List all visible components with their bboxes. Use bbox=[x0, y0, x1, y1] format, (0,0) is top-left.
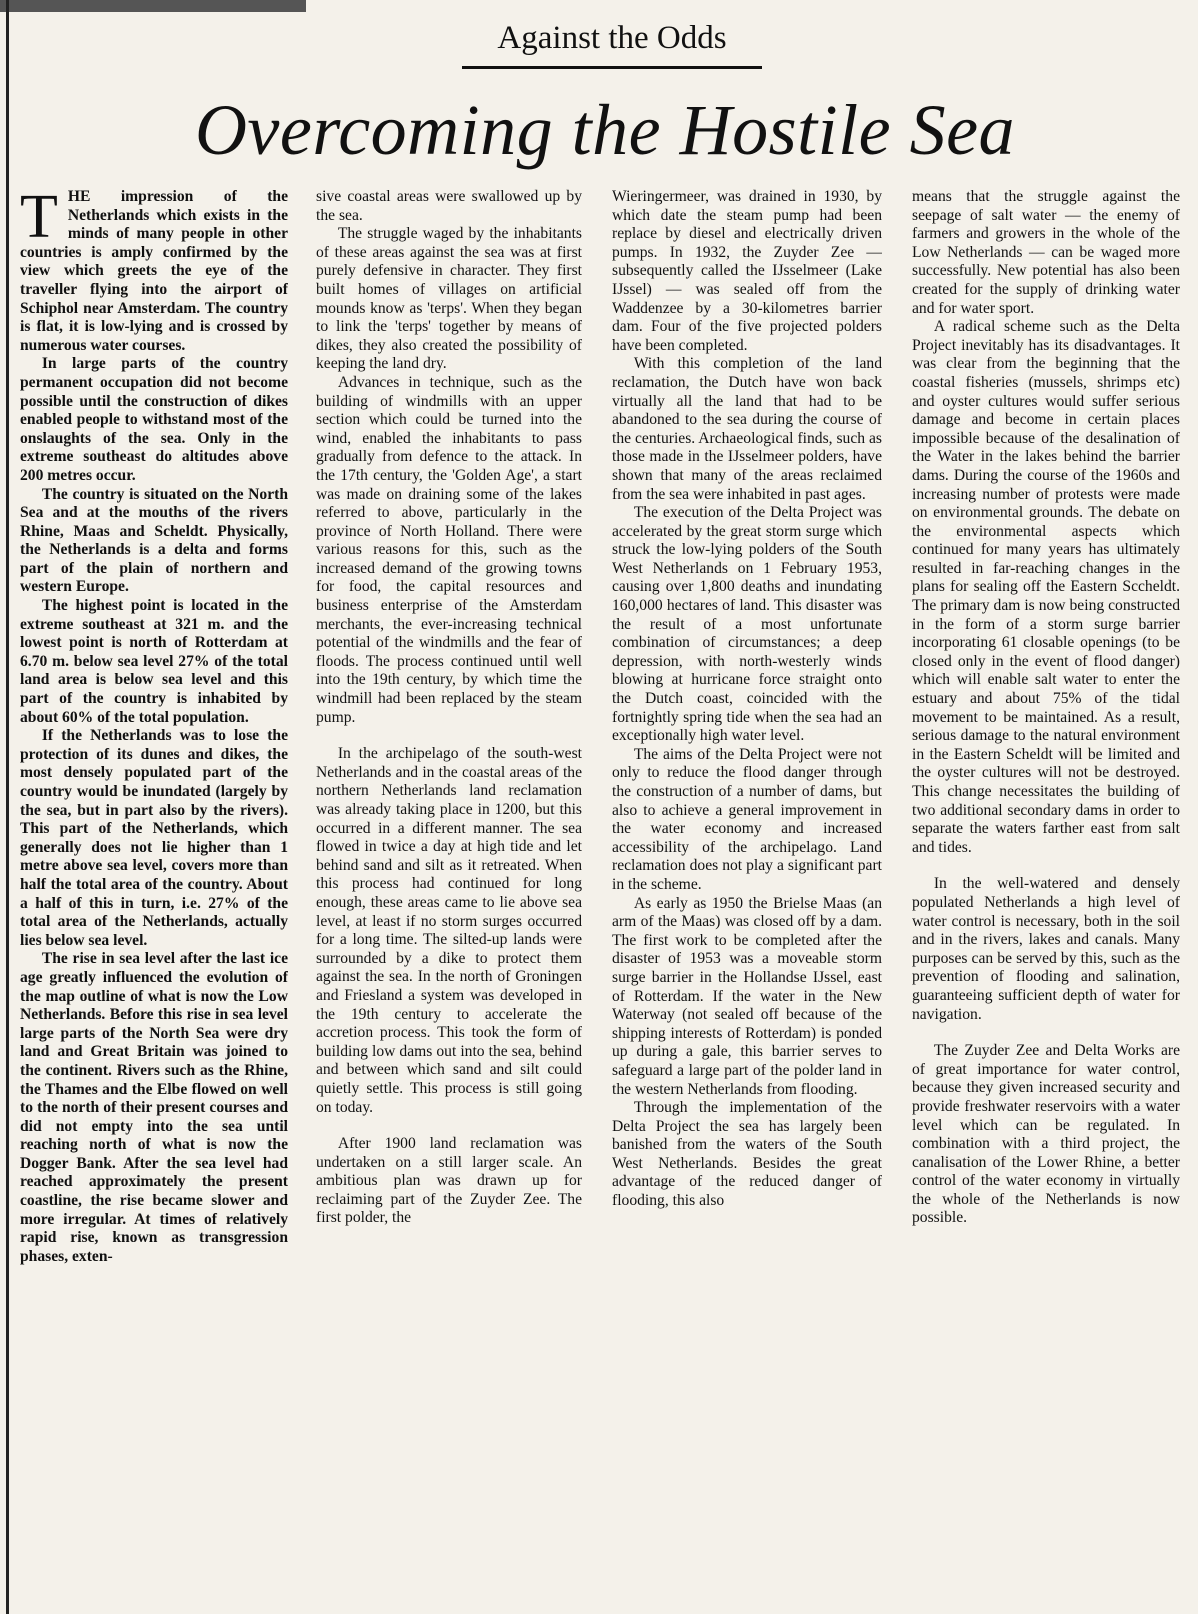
paragraph: After 1900 land reclamation was undertaken on a still larger scale. An ambitious plan was drawn up for reclaiming part of the Zuyder Zee. The first polder, the bbox=[316, 1135, 582, 1227]
top-left-image-edge bbox=[0, 0, 306, 12]
column-3 bbox=[612, 188, 882, 1608]
paragraph: The rise in sea level after the last ice age greatly influenced the evolution of the map outline of what is now the Low Netherlands. Before this rise in sea level large parts of the North Sea were dry land and Great Britain was joined to the continent. Rivers such as the Rhine, the Thames and the Elbe flowed on well to the north of their present courses and did not empty into the sea until reaching north of what is now the Dogger Bank. After the sea level had reached approximately the present coastline, the rise became slower and more irregular. At times of relatively rapid rise, known as transgression phases, exten- bbox=[20, 950, 288, 1265]
paragraph: Advances in technique, such as the building of windmills with an upper section which could be turned into the wind, enabled the inhabitants to pass gradually from defence to the attack. In the 17th century, the 'Golden Age', a start was made on draining some of the lakes referred to above, particularly in the province of North Holland. There were various reasons for this, such as the increased demand of the growing towns for food, the capital resources and business enterprise of the Amsterdam merchants, the ever-increasing technical potential of the windmills and the fear of floods. The process continued until well into the 19th century, by which time the windmill had been replaced by the steam pump. bbox=[316, 373, 582, 726]
kicker-title: Against the Odds bbox=[497, 20, 727, 56]
kicker-underline bbox=[462, 66, 762, 69]
paragraph: The Zuyder Zee and Delta Works are of great importance for water control, because they given increased security and provide freshwater reservoirs with a water level which can be regulated. In combination with a third project, the canalisation of the Lower Rhine, a better control of the water economy in virtually the whole of the Netherlands is now possible. bbox=[912, 1042, 1180, 1227]
paragraph: sive coastal areas were swallowed up by the sea. bbox=[316, 188, 582, 224]
paragraph: Wieringermeer, was drained in 1930, by which date the steam pump had been replace by diesel and electrically driven pumps. In 1932, the Zuyder Zee — subsequently called the IJsselmeer (Lake IJssel) — was sealed off from the Waddenzee by a 30-kilometres barrier dam. Four of the five projected polders have been completed. bbox=[612, 188, 882, 354]
headline: Overcoming the Hostile Sea bbox=[194, 90, 1016, 170]
paragraph: The highest point is located in the extreme southeast at 321 m. and the lowest point is north of Rotterdam at 6.70 m. below sea level 27% of the total land area is below sea level and this part of the country is inhabited by about 60% of the total population. bbox=[20, 597, 288, 726]
paragraph: means that the struggle against the seepage of salt water — the enemy of farmers and growers in the whole of the Low Netherlands — can be waged more successfully. New potential has also been created for the supply of drinking water and for water sport. bbox=[912, 188, 1180, 317]
column-2 bbox=[316, 188, 582, 1608]
left-column-rule bbox=[6, 0, 9, 1614]
drop-cap: T bbox=[20, 188, 58, 251]
paragraph: Through the implementation of the Delta Project the sea has largely been banished from the waters of the South West Netherlands. Besides the great advantage of the reduced danger of flooding, this also bbox=[612, 1099, 882, 1210]
paragraph: The execution of the Delta Project was accelerated by the great storm surge which struck the low-lying polders of the South West Netherlands on 1 February 1953, causing over 1,800 deaths and inundating 160,000 hectares of land. This disaster was the result of a most unfortunate combination of circumstances; a deep depression, with north-westerly winds blowing at hurricane force straight onto the Dutch coast, coincided with the fortnightly spring tide when the sea had an exceptionally high water level. bbox=[612, 504, 882, 745]
paragraph: The country is situated on the North Sea and at the mouths of the rivers Rhine, Maas and Scheldt. Physically, the Netherlands is a delta and forms part of the plain of northern and western Europe. bbox=[20, 485, 288, 596]
paragraph: As early as 1950 the Brielse Maas (an arm of the Maas) was closed off by a dam. The first work to be completed after the disaster of 1953 was a moveable storm surge barrier in the Hollandse IJssel, east of Rotterdam. If the water in the New Waterway (not sealed off because of the shipping interests of Rotterdam) is ponded up during a gale, this barrier serves to safeguard a large part of the polder land in the western Netherlands from flooding. bbox=[612, 894, 882, 1098]
paragraph: A radical scheme such as the Delta Project inevitably has its disadvantages. It was clear from the beginning that the coastal fisheries (mussels, shrimps etc) and oyster cultures would suffer serious damage and become in certain places impossible because of the desalination of the Water in the lakes behind the barrier dams. During the course of the 1960s and increasing number of protests were made on environmental grounds. The debate on the environmental aspects which continued for many years has ultimately resulted in far-reaching changes in the plans for sealing off the Eastern Sccheldt. The primary dam is now being constructed in the form of a storm surge barrier incorporating 61 closable openings (to be closed only in the event of flood danger) which will enable salt water to enter the estuary and about 75% of the tidal movement to be maintained. As a result, serious damage to the natural environment in the Eastern Scheldt will be limited and the oyster cultures will not be destroyed. This change necessitates the building of two additional secondary dams in order to separate the waters farther east from salt and tides. bbox=[912, 318, 1180, 856]
paragraph: The struggle waged by the inhabitants of these areas against the sea was at first purely defensive in character. They first built homes of villages on artificial mounds know as 'terps'. When they began to link the 'terps' together by means of dikes, they also created the possibility of keeping the land dry. bbox=[316, 225, 582, 373]
paragraph: In the archipelago of the south-west Netherlands and in the coastal areas of the northern Netherlands land reclamation was already taking place in 1200, but this occurred in a different manner. The sea flowed in twice a day at high tide and let behind sand and silt as it retreated. When this process had continued for long enough, these areas came to lie above sea level, at least if no storm surges occurred for a long time. The silted-up lands were surrounded by a dike to protect them against the sea. In the north of Groningen and Friesland a system was developed in the 19th century to accelerate the accretion process. This took the form of building low dams out into the sea, behind and between which sand and silt could quietly settle. This process is still going on today. bbox=[316, 745, 582, 1116]
paragraph: With this completion of the land reclamation, the Dutch have won back virtually all the land that had to be abandoned to the sea during the course of the centuries. Archaeological finds, such as those made in the IJsselmeer polders, have shown that many of the areas reclaimed from the sea were inhabited in past ages. bbox=[612, 355, 882, 503]
column-1 bbox=[20, 188, 288, 1608]
column-4 bbox=[912, 188, 1180, 1608]
paragraph: If the Netherlands was to lose the protection of its dunes and dikes, the most densely populated part of the country would be inundated (largely by the sea, but in part also by the rivers). This part of the Netherlands, which generally does not lie higher than 1 metre above sea level, covers more than half the total area of the country. About a half of this in turn, i.e. 27% of the total area of the Netherlands, actually lies below sea level. bbox=[20, 727, 288, 949]
paragraph: THE impression of the Netherlands which exists in the minds of many people in other countries is amply confirmed by the view which greets the eye of the traveller flying into the airport of Schiphol near Amsterdam. The country is flat, it is low-lying and is crossed by numerous water courses. bbox=[20, 188, 288, 354]
paragraph: In the well-watered and densely populated Netherlands a high level of water control is necessary, both in the soil and in the rivers, lakes and canals. Many purposes can be served by this, such as the prevention of flooding and salination, guaranteeing sufficient depth of water for navigation. bbox=[912, 875, 1180, 1023]
paragraph: In large parts of the country permanent occupation did not become possible until the construction of dikes enabled people to withstand most of the onslaughts of the sea. Only in the extreme southeast do altitudes above 200 metres occur. bbox=[20, 355, 288, 484]
paragraph: The aims of the Delta Project were not only to reduce the flood danger through the construction of a number of dams, but also to achieve a general improvement in the water economy and increased accessibility of the archipelago. Land reclamation does not play a significant part in the scheme. bbox=[612, 745, 882, 893]
